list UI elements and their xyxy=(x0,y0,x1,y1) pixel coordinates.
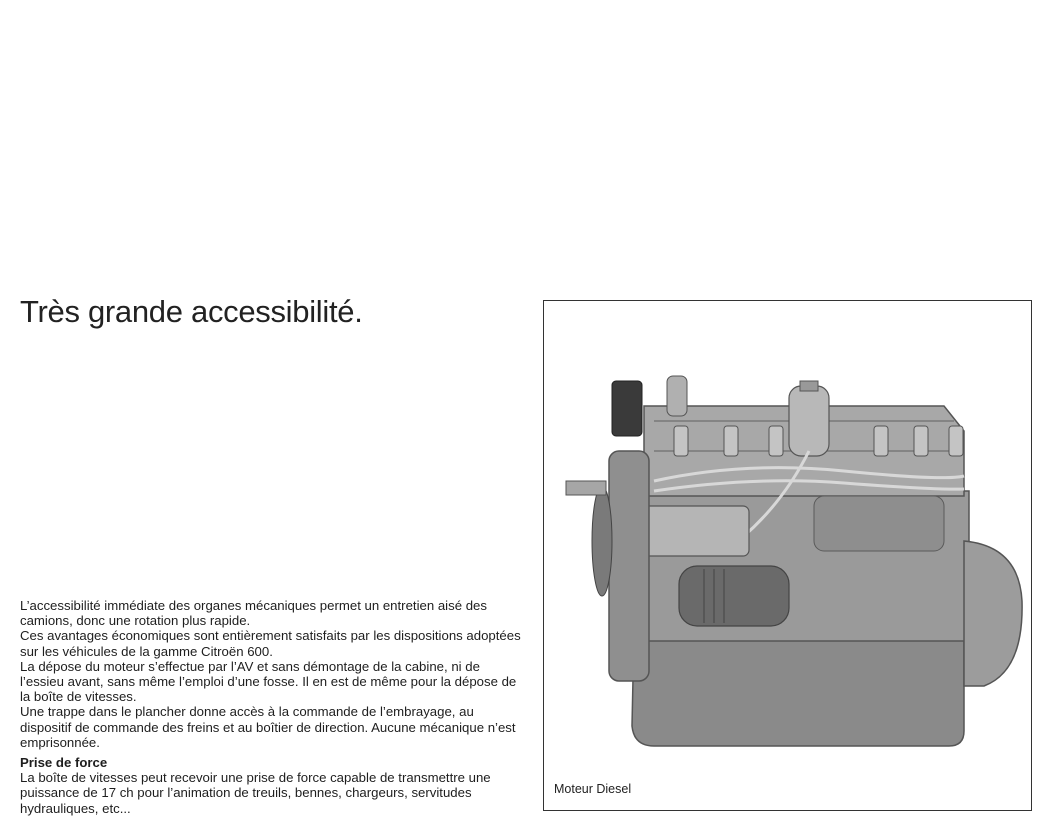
paragraph: L’accessibilité immédiate des organes mécaniques permet un entretien aisé des camions, donc une rotation plus rapide. xyxy=(20,598,487,629)
subheading: Prise de force xyxy=(20,755,108,771)
paragraph: La dépose du moteur s’effectue par l’AV et sans démontage de la cabine, ni de l’essieu avant, sans même l’emploi d’une fosse. Il en est de même pour la dépose de la boîte de vitesses. xyxy=(20,658,517,705)
body-text xyxy=(20,598,525,816)
engine-photo-frame xyxy=(543,300,1032,811)
paragraph: Ces avantages économiques sont entièrement satisfaits par les dispositions adoptées sur les véhicules de la gamme Citroën 600. xyxy=(20,628,521,659)
page-title: Très grande accessibilité. xyxy=(20,294,363,329)
engine-photo xyxy=(544,301,1031,810)
photo-caption: Moteur Diesel xyxy=(554,782,632,796)
paragraph: La boîte de vitesses peut recevoir une prise de force capable de transmettre une puissance de 17 ch pour l’animation de treuils, bennes, chargeurs, servitudes hydrauliques, etc... xyxy=(20,770,491,816)
paragraph: Une trappe dans le plancher donne accès à la commande de l’embrayage, au dispositif de commande des freins et au boîtier de direction. Aucune mécanique n’est emprisonnée. xyxy=(20,704,516,750)
